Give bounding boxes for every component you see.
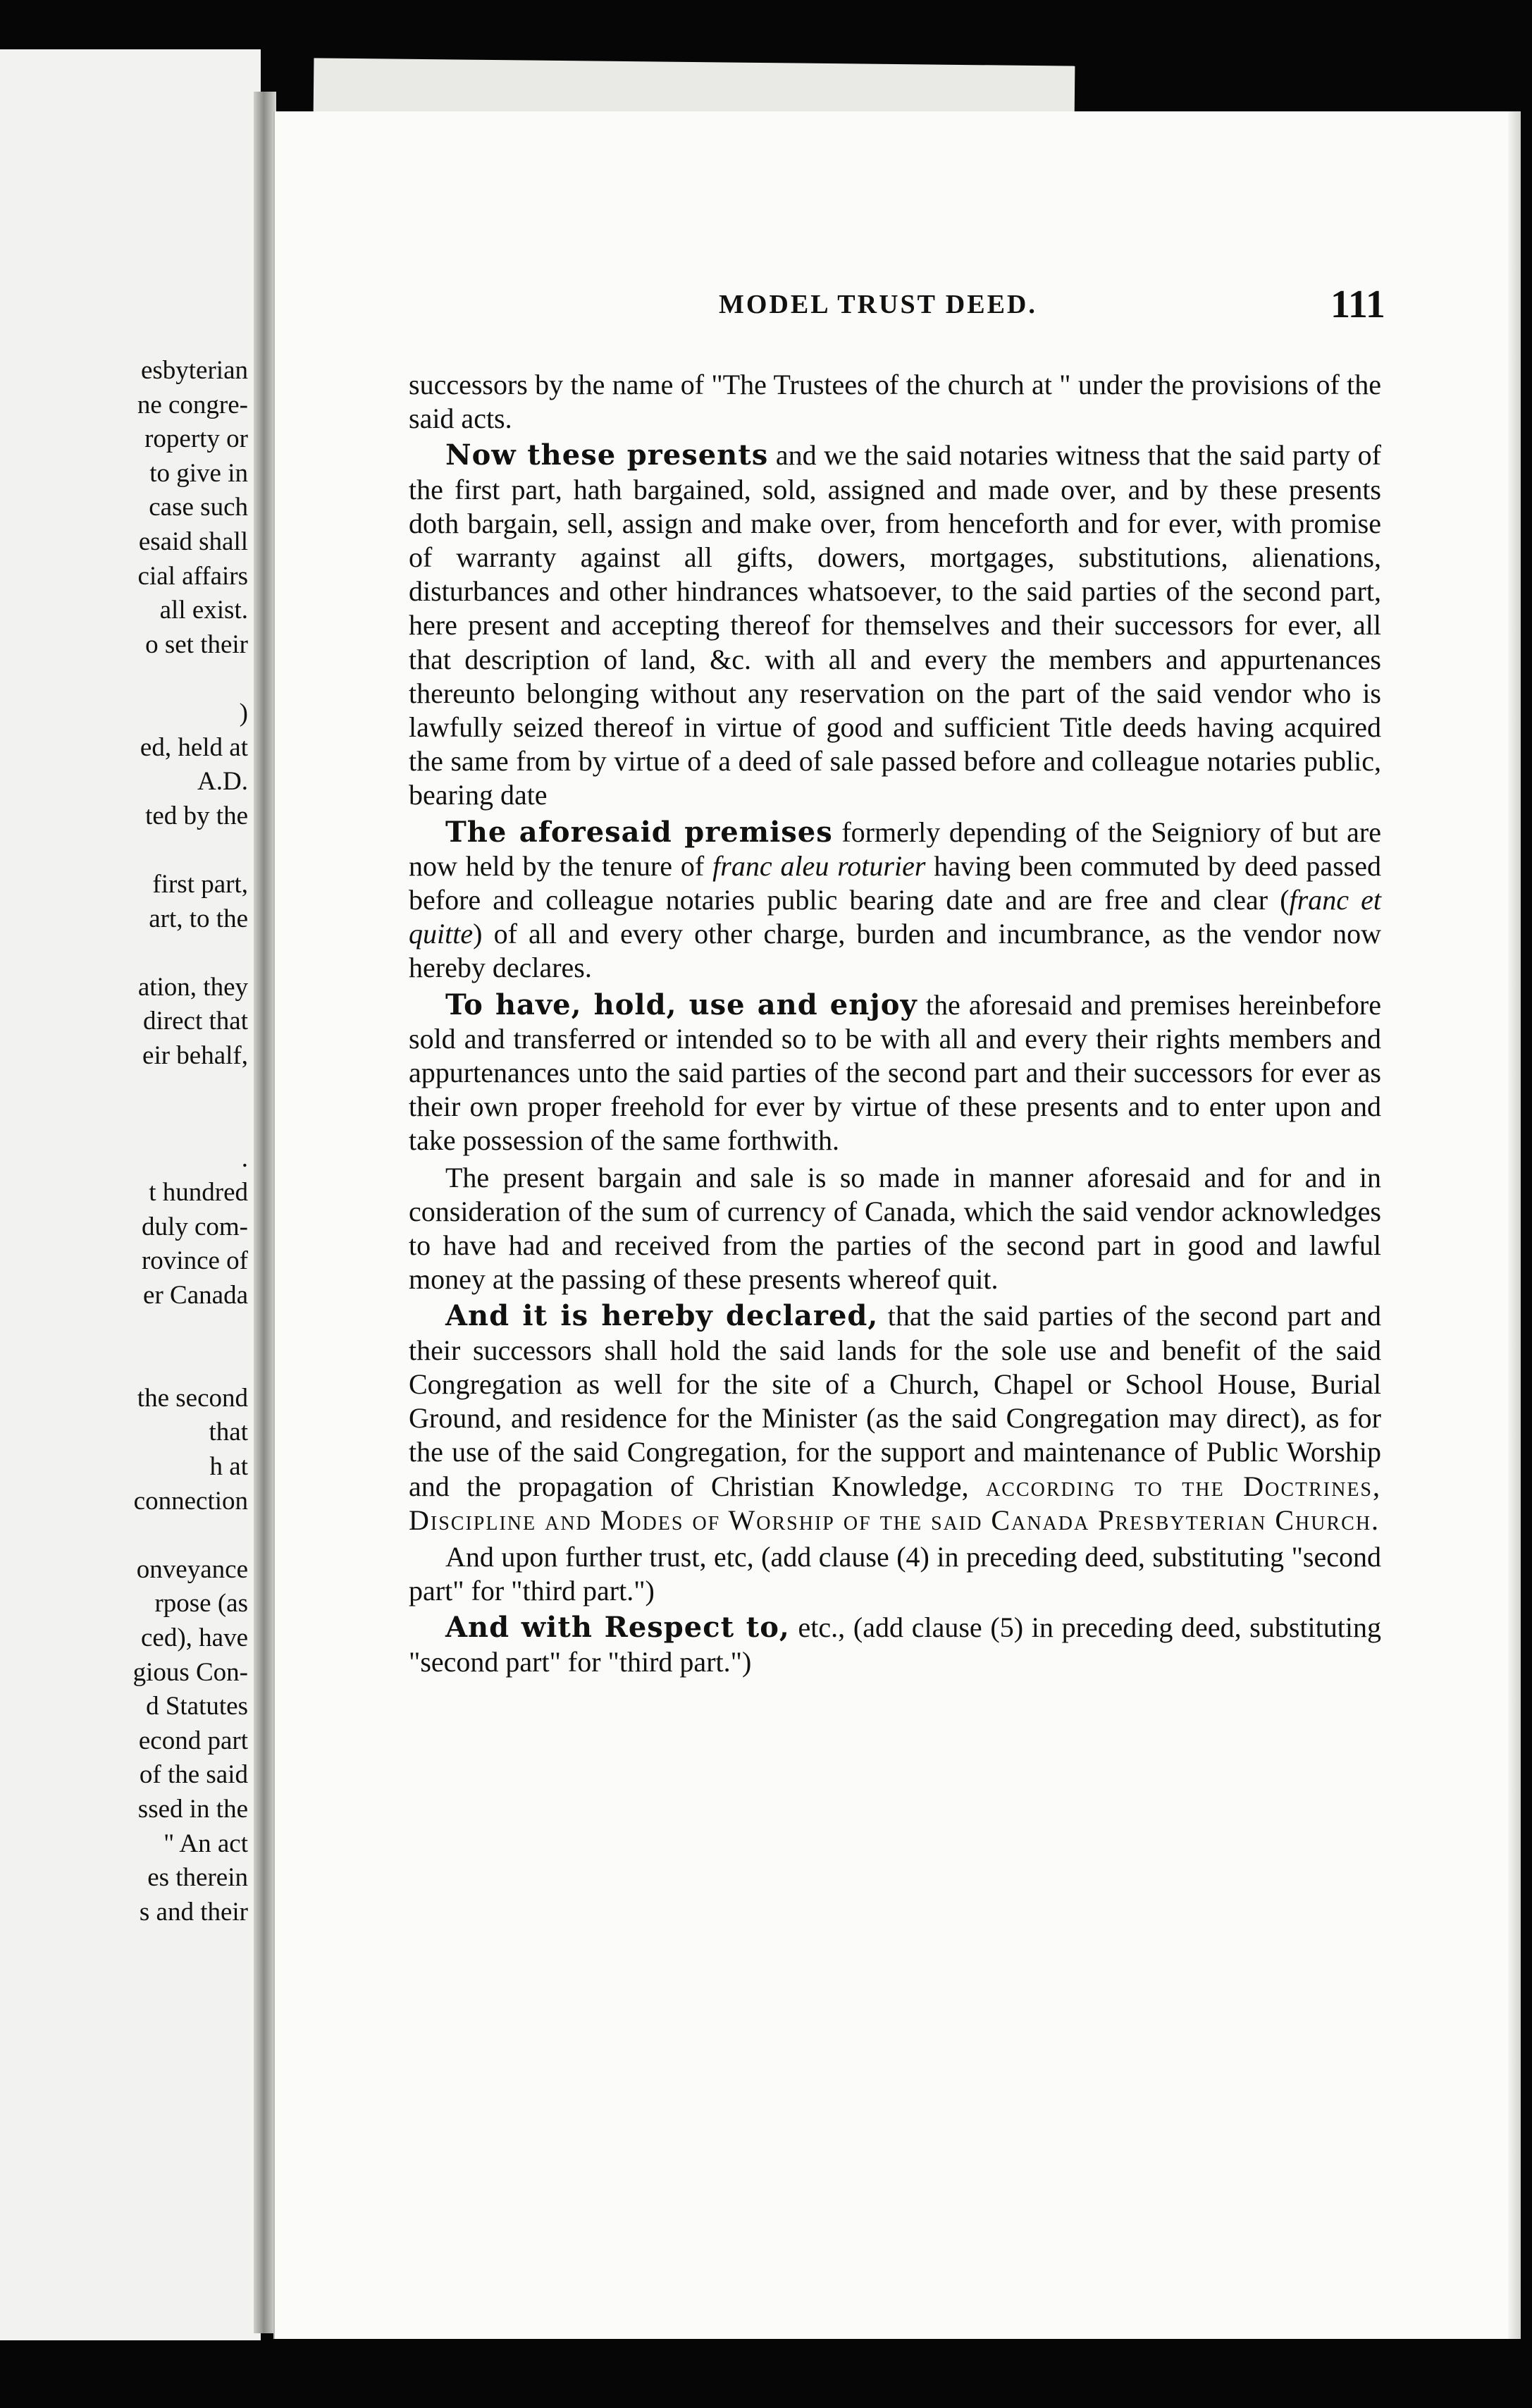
left-page-line: to give in [149,458,248,488]
left-page-line: es therein [147,1863,248,1893]
left-page-line: . [241,1143,248,1173]
left-page-line: direct that [143,1007,248,1036]
paragraph-7: And upon further trust, etc, (add clause (4) in preceding deed, substituting "second part" for "third part.") [409,1540,1381,1607]
left-page-line: ) [239,698,248,727]
left-page [0,49,261,2340]
left-page-line [0,936,248,971]
left-page-line: " An act [163,1829,248,1858]
left-page-line: o set their [145,629,248,659]
blackletter-lead: And it is hereby declared, [445,1299,879,1333]
left-page-line: econd part [138,1726,248,1755]
left-page-line: connection [133,1486,248,1516]
left-page-line: h at [209,1452,248,1481]
left-page-line: A.D. [197,767,248,797]
left-page-line: the second [137,1383,248,1413]
blackletter-lead: Now these presents [445,438,769,472]
body-text [409,368,1381,1682]
left-page-line: rpose (as [154,1589,248,1618]
left-page-line: d Statutes [146,1692,248,1721]
paragraph-1: successors by the name of "The Trustees of the church at " under the provisions of the said acts. [409,369,1381,435]
left-page-line: of the said [139,1760,248,1790]
paragraph-6: And it is hereby declared, that the said parties of the second part and their successors shall hold the said lands for the sole use and benefit of the said Congregation as well for the site of a Church, Chapel or School House, Burial Ground, and residence for the Minister (as the said Congregation may direct), as for the use of the said Congregation, for the support and maintenance of Public Worship and the propagation of Christian Knowledge, according to the Doctrines, Discipline and Modes of Worship of the said Canada Presbyterian Church. [409,1299,1382,1536]
left-page-line: gious Con- [132,1657,248,1687]
left-page-line [0,662,248,696]
paragraph-3: The aforesaid premises formerly depending of the Seigniory of but are now held by the tenure of franc aleu roturier having been commuted by deed passed before and colleague notaries public bearing date and are free and clear (franc et quitte) of all and every other charge, burden and incumbrance, as the vendor now hereby declares. [409,815,1382,984]
left-page-line: eir behalf, [142,1040,248,1070]
left-page-line: first part, [152,869,248,899]
left-page-line: ted by the [145,801,248,830]
left-page-line [0,833,248,868]
blackletter-lead: And with Respect to, [445,1611,790,1645]
left-page-line: rovince of [141,1246,248,1276]
page-number: 111 [1330,283,1385,326]
left-page-line: ssed in the [137,1794,248,1824]
blackletter-lead: To have, hold, use and enjoy [445,988,918,1021]
left-page-line: duly com- [141,1212,248,1241]
left-page-line: all exist. [159,596,248,625]
left-page-line: ation, they [137,972,248,1002]
left-page-line: ced), have [140,1623,248,1652]
left-page-line: esaid shall [138,527,248,556]
left-page-line: ne congre- [137,390,248,419]
paragraph-2: Now these presents and we the said notaries witness that the said party of the first part, hath bargained, sold, assigned and made over, and by these presents doth bargain, sell, assign and make over, from henceforth and for ever, with promise of warranty against all gifts, dowers, mortgages, substitutions, alienations, disturbances and other hindrances whatsoever, to the said parties of the second part, here present and accepting thereof for themselves and their successors for ever, all that description of land, &c. with all and every the members and appurtenances thereunto belonging without any reservation on the part of the said vendor who is lawfully seized thereof in virtue of good and sufficient Title deeds having acquired the same from by virtue of a deed of sale passed before and colleague notaries public, bearing date [409,438,1381,811]
left-page-line: roperty or [144,424,248,454]
paragraph-5: The present bargain and sale is so made in manner aforesaid and for and in consideration of the sum of currency of Canada, which the said vendor acknowledges to have had and received from the parties of the second part in good and lawful money at the passing of these presents whereof quit. [409,1161,1381,1296]
left-page-line: esbyterian [140,356,248,385]
page-edge [1508,111,1521,2339]
left-page-line: cial affairs [137,561,248,591]
left-page-line: ed, held at [140,732,248,762]
left-page-line [0,1073,248,1107]
left-page-line: s and their [139,1897,248,1927]
left-page-line [0,1347,248,1382]
left-page-line [0,1313,248,1348]
left-page-text [0,354,248,1929]
left-page-line: case such [149,493,248,522]
left-page-line: art, to the [149,904,248,933]
paragraph-8: And with Respect to, etc., (add clause (5) in preceding deed, substituting "second part" for "third part.") [409,1611,1382,1678]
left-page-line: onveyance [136,1554,248,1584]
left-page-line: t hundred [149,1178,248,1208]
left-page-line [0,1107,248,1142]
left-page-line: er Canada [143,1281,248,1310]
blackletter-lead: The aforesaid premises [445,815,833,849]
paragraph-4: To have, hold, use and enjoy the aforesaid and premises hereinbefore sold and transferred or intended so to be with all and every their rights members and appurtenances unto the said parties of the second part and their successors for ever as their own proper freehold for ever by virtue of these presents and to enter upon and take possession of the same forthwith. [409,988,1381,1157]
left-page-line: that [209,1418,248,1447]
left-page-line [0,1518,248,1553]
running-header: MODEL TRUST DEED. [719,290,1037,319]
